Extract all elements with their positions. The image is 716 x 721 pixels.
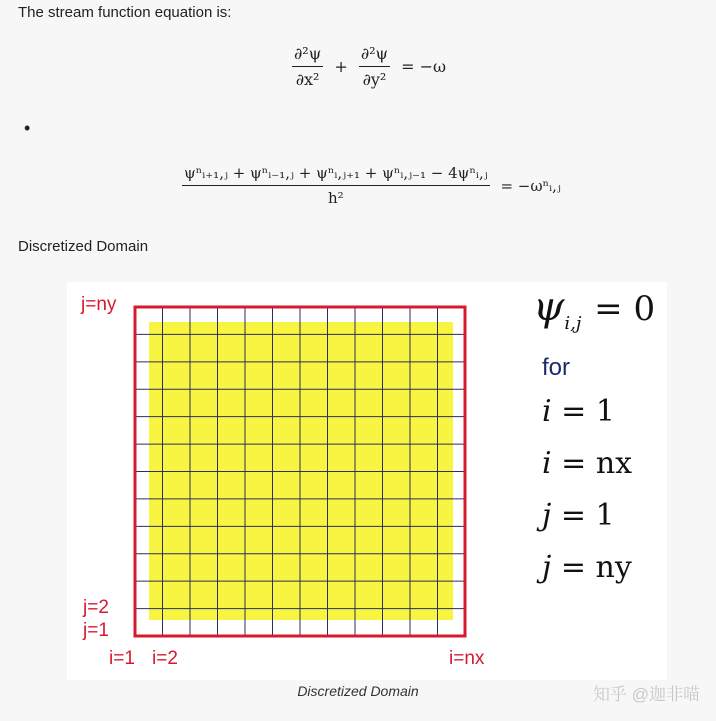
domain-figure [67,282,667,680]
psi-symbol: ψ [533,284,565,330]
condition-var: j [542,550,552,585]
fraction-numerator: ψⁿᵢ₊₁,ⱼ + ψⁿᵢ₋₁,ⱼ + ψⁿᵢ,ⱼ₊₁ + ψⁿᵢ,ⱼ₋₁ − 4ψⁿᵢ,ⱼ [182,164,490,186]
plus-sign: + [334,57,348,76]
psi-subscript: i,j [564,313,582,334]
stream-function-equation [292,44,452,89]
equation-rhs: = −ω [401,57,447,76]
bullet-point: • [24,118,31,138]
fraction-denominator: h² [328,189,344,207]
condition-i-1 [542,394,615,429]
label-i-nx: i=nx [449,648,485,669]
discrete-fraction [182,164,490,207]
condition-var: j [542,498,552,533]
fraction-denominator: ∂y² [362,70,387,89]
watermark: 知乎 @迦非喵 [593,685,700,704]
bc-psi-equation [533,284,655,334]
figure-caption: Discretized Domain [297,683,419,699]
condition-val: = 1 [560,498,615,533]
label-j-2: j=2 [83,597,109,618]
fraction-denominator: ∂x² [295,70,320,89]
psi-equals-zero: = 0 [594,289,656,329]
label-i-1: i=1 [109,648,135,669]
label-i-2: i=2 [152,648,178,669]
condition-val: = 1 [561,394,615,429]
condition-val: = nx [561,446,633,481]
intro-text: The stream function equation is: [18,4,232,21]
condition-val: = ny [560,550,632,585]
label-j-ny: j=ny [81,294,117,315]
equation-rhs: = −ωⁿᵢ,ⱼ [500,176,561,195]
fraction-numerator: ∂²ψ [292,44,323,67]
fraction-numerator: ∂²ψ [359,44,390,67]
grid-diagram [67,282,667,680]
discretized-equation [182,164,567,207]
condition-var: i [542,446,552,481]
condition-j-ny [542,550,632,585]
for-label: for [542,354,571,381]
condition-j-1 [542,498,615,533]
label-j-1: j=1 [83,620,109,641]
section-heading: Discretized Domain [18,238,149,255]
condition-i-nx [542,446,632,481]
d2psi-dy2-fraction [359,44,390,89]
d2psi-dx2-fraction [292,44,323,89]
condition-var: i [542,394,552,429]
